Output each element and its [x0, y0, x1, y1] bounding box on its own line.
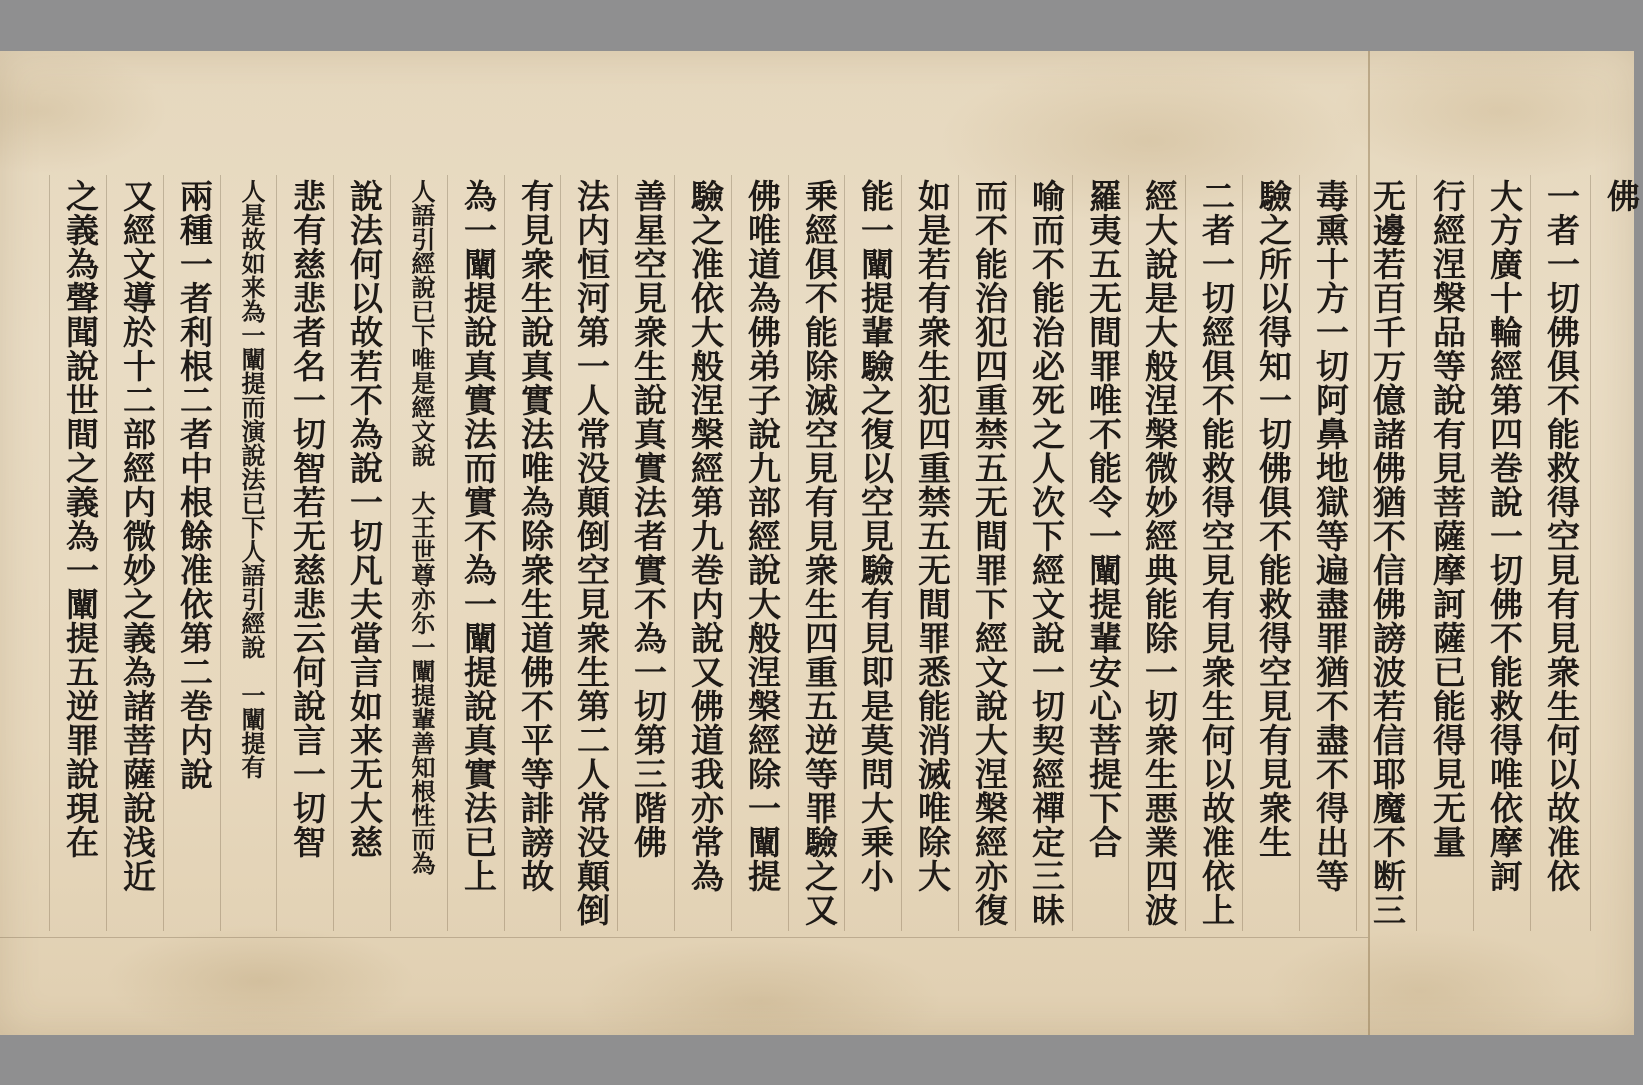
text-column [1072, 175, 1130, 931]
text-column [788, 175, 846, 931]
column-text: 法内恒河第一人常没顛倒空見衆生第二人常没顛倒 [572, 179, 611, 927]
column-text: 人是故如来為一闡提而演說法已下人語引經說 一闡提有 [237, 179, 266, 779]
text-column [447, 175, 505, 931]
column-text: 无邊若百千万億諸佛猶不信佛謗波若信耶魔不断三 [1368, 179, 1407, 927]
text-column [163, 175, 221, 931]
text-column [106, 175, 164, 931]
text-column [674, 175, 732, 931]
text-column [220, 175, 278, 931]
edge-fragment-column [1590, 175, 1641, 931]
column-text: 羅夷五无間罪唯不能令一闡提輩安心菩提下合 [1084, 179, 1123, 859]
text-column [617, 175, 675, 931]
column-text: 毒熏十方一切阿鼻地獄等遍盡罪猶不盡不得出等 [1311, 179, 1350, 893]
text-column [1473, 175, 1531, 931]
text-column [1416, 175, 1474, 931]
column-text: 喻而不能治必死之人次下經文說一切契經禪定三昧 [1027, 179, 1066, 927]
column-text: 如是若有衆生犯四重禁五无間罪悉能消滅唯除大 [913, 179, 952, 893]
text-column [731, 175, 789, 931]
column-text: 為一闡提說真實法而實不為一闡提說真實法已上 [459, 179, 498, 893]
column-text: 行經涅槃品等說有見菩薩摩訶薩已能得見无量 [1428, 179, 1467, 859]
column-text: 又經文導於十二部經内微妙之義為諸菩薩說浅近 [118, 179, 157, 893]
column-text: 善星空見衆生說真實法者實不為一切第三階佛 [629, 179, 668, 859]
manuscript-scroll [0, 51, 1641, 1035]
column-text: 兩種一者利根二者中根餘准依第二巻内說 [175, 179, 214, 791]
column-text: 驗之所以得知一切佛俱不能救得空見有見衆生 [1254, 179, 1293, 859]
text-column [49, 175, 107, 931]
text-column [1242, 175, 1300, 931]
text-columns [0, 175, 1634, 931]
column-text: 有見衆生說真實法唯為除衆生道佛不平等誹謗故 [516, 179, 555, 893]
text-column [1299, 175, 1357, 931]
column-text: 能一闡提輩驗之復以空見驗有見即是莫問大乗小 [856, 179, 895, 893]
text-column [1356, 175, 1414, 931]
text-column [901, 175, 959, 931]
text-column [1128, 175, 1186, 931]
column-text: 而不能治犯四重禁五无間罪下經文說大涅槃經亦復 [970, 179, 1009, 927]
column-text: 人語引經說已下唯是經文說 大王世尊亦尓一闡提輩善知根性而為 [407, 179, 436, 875]
column-text: 悲有慈悲者名一切智若无慈悲云何說言一切智 [288, 179, 327, 859]
ruled-baseline [0, 937, 1368, 938]
text-column [958, 175, 1016, 931]
text-column [504, 175, 562, 931]
text-column [333, 175, 391, 931]
text-column [844, 175, 902, 931]
column-text: 乗經俱不能除滅空見有見衆生四重五逆等罪驗之又 [800, 179, 839, 927]
text-column [1530, 175, 1588, 931]
text-column [560, 175, 618, 931]
column-text: 之義為聲聞說世間之義為一闡提五逆罪說現在 [61, 179, 100, 859]
column-text: 說法何以故若不為說一切凡夫當言如来无大慈 [345, 179, 384, 859]
column-text: 經大說是大般涅槃微妙經典能除一切衆生悪業四波 [1140, 179, 1179, 927]
column-text: 佛唯道為佛弟子說九部經說大般涅槃經除一闡提 [743, 179, 782, 893]
text-column [390, 175, 448, 931]
column-text: 大方廣十輪經第四巻說一切佛不能救得唯依摩訶 [1485, 179, 1524, 893]
text-column [1015, 175, 1073, 931]
text-column [276, 175, 334, 931]
text-column [1185, 175, 1243, 931]
column-text: 二者一切經俱不能救得空見有見衆生何以故准依上 [1197, 179, 1236, 927]
column-text: 驗之准依大般涅槃經第九巻内說又佛道我亦常為 [686, 179, 725, 893]
column-text: 一者一切佛俱不能救得空見有見衆生何以故准依 [1542, 179, 1581, 893]
edge-fragment-text: 佛 [1602, 179, 1641, 213]
